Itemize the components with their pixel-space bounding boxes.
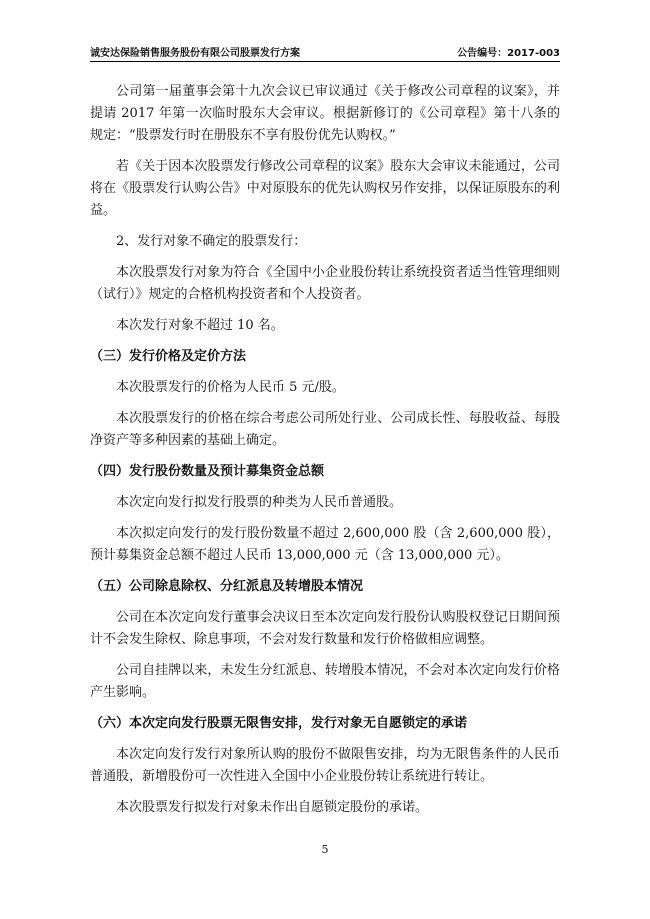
- paragraph-ex-rights: 公司在本次定向发行董事会决议日至本次定向发行股份认购股权登记日期间预计不会发生除权、除息事项，不会对发行数量和发行价格做相应调整。: [90, 610, 560, 647]
- header-rule: [90, 61, 560, 62]
- paragraph-undetermined-issuance: 2、发行对象不确定的股票发行：: [116, 234, 307, 249]
- paragraph-share-quantity: 本次拟定向发行的发行股份数量不超过 2,600,000 股（含 2,600,000 股），预计募集资金总额不超过人民币 13,000,000 元（含 13,000,000 元）。: [90, 526, 560, 563]
- page-header: [90, 44, 560, 60]
- paragraph-pricing-basis: 本次股票发行的价格在综合考虑公司所处行业、公司成长性、每股收益、每股净资产等多种因素的基础上确定。: [90, 411, 560, 448]
- paragraph-qualified-investors: 本次股票发行对象为符合《全国中小企业股份转让系统投资者适当性管理细则（试行）》规定的合格机构投资者和个人投资者。: [90, 265, 560, 302]
- section-heading-lockup: （六）本次定向发行股票无限售安排，发行对象无自愿锁定的承诺: [90, 716, 468, 731]
- paragraph-investor-limit: 本次发行对象不超过 10 名。: [116, 318, 284, 333]
- header-announcement-number: 公告编号：2017-003: [457, 48, 560, 59]
- section-heading-dividends: （五）公司除息除权、分红派息及转增股本情况: [90, 579, 364, 594]
- paragraph-issue-price: 本次股票发行的价格为人民币 5 元/股。: [116, 380, 345, 395]
- section-heading-pricing: （三）发行价格及定价方法: [90, 349, 247, 364]
- paragraph-no-lockup-commitment: 本次股票发行拟发行对象未作出自愿锁定股份的承诺。: [116, 800, 429, 815]
- paragraph-share-type: 本次定向发行拟发行股票的种类为人民币普通股。: [116, 495, 403, 510]
- paragraph-articles-amendment: 公司第一届董事会第十九次会议已审议通过《关于修改公司章程的议案》，并提请 2017 年第一次临时股东大会审议。根据新修订的《公司章程》第十八条的规定：“股票发行时在册股东不享有股份优先认购权。”: [90, 84, 560, 143]
- header-company-plan: 诚安达保险销售服务股份有限公司股票发行方案: [90, 48, 300, 59]
- section-heading-share-quantity: （四）发行股份数量及预计募集资金总额: [90, 464, 325, 479]
- document-body: [90, 81, 560, 828]
- page-number: 5: [321, 843, 329, 856]
- paragraph-priority-arrangement: 若《关于因本次股票发行修改公司章程的议案》股东大会审议未能通过，公司将在《股票发行认购公告》中对原股东的优先认购权另作安排，以保证原股东的利益。: [90, 159, 560, 218]
- paragraph-no-restriction: 本次定向发行发行对象所认购的股份不做限售安排，均为无限售条件的人民币普通股，新增股份可一次性进入全国中小企业股份转让系统进行转让。: [90, 747, 560, 784]
- paragraph-no-dividends: 公司自挂牌以来，未发生分红派息、转增股本情况，不会对本次定向发行价格产生影响。: [90, 663, 560, 700]
